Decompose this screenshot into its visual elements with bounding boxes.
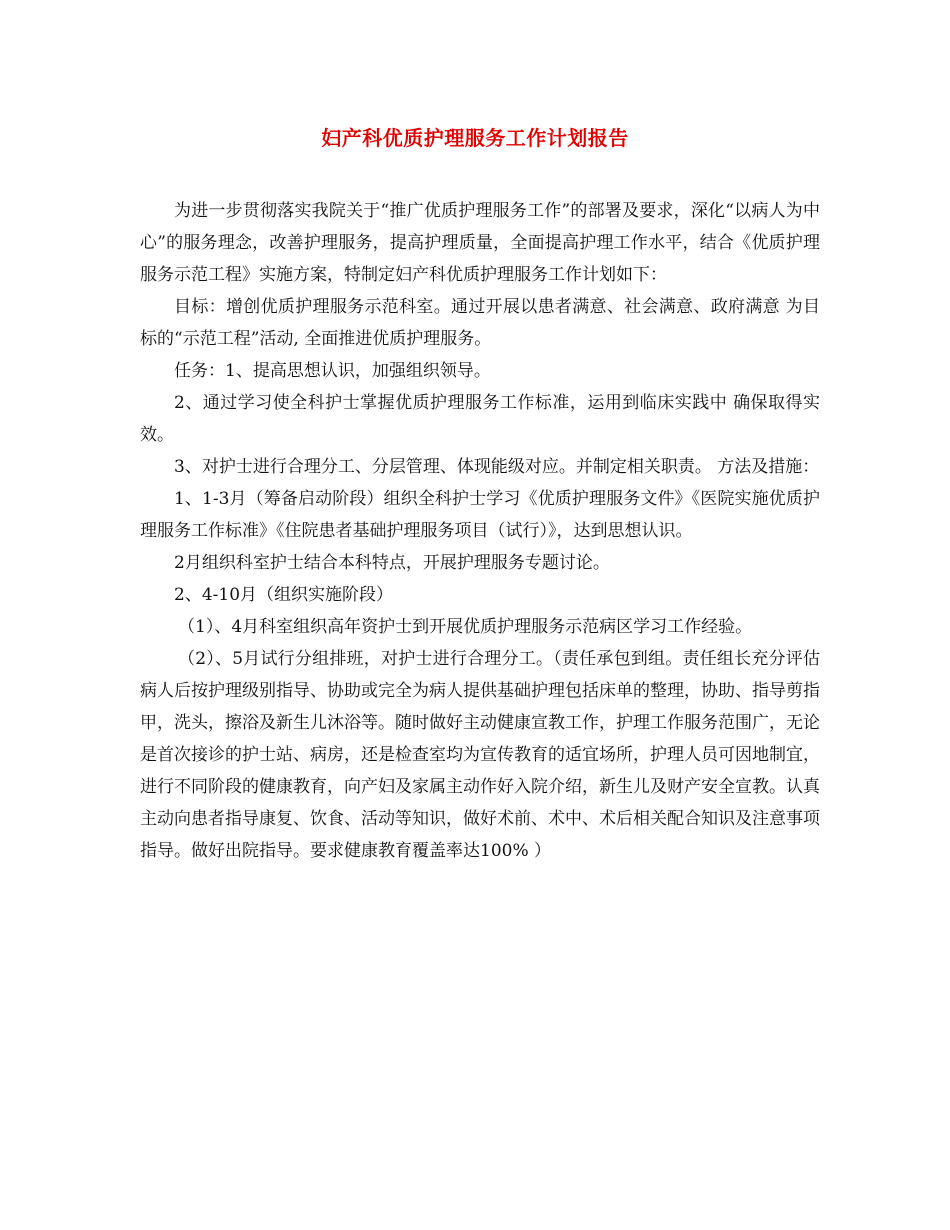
paragraph-task-1: 任务：1、提高思想认识，加强组织领导。 [174, 361, 491, 381]
paragraph-task-3: 3、对护士进行合理分工、分层管理、体现能级对应。并制定相关职责。 方法及措施： [174, 457, 820, 477]
document-body [140, 195, 820, 867]
paragraph-intro: 为进一步贯彻落实我院关于“推广优质护理服务工作”的部署及要求，深化“以病人为中心”的服务理念，改善护理服务，提高护理质量，全面提高护理工作水平，结合《优质护理服务示范工程》实施方案，特制定妇产科优质护理服务工作计划如下： [140, 201, 820, 285]
paragraph-goal: 目标：增创优质护理服务示范科室。通过开展以患者满意、社会满意、政府满意 为目标的“示范工程”活动, 全面推进优质护理服务。 [140, 297, 820, 349]
paragraph-measure-2-1: （1）、4月科室组织高年资护士到开展优质护理服务示范病区学习工作经验。 [178, 617, 753, 637]
document-title: 妇产科优质护理服务工作计划报告 [321, 126, 629, 150]
paragraph-measure-2-2: （2）、5月试行分组排班，对护士进行合理分工。（责任承包到组。责任组长充分评估病人后按护理级别指导、协助或完全为病人提供基础护理包括床单的整理，协助、指导剪指甲，洗头，擦浴及新生儿沐浴等。随时做好主动健康宣教工作，护理工作服务范围广，无论是首次接诊的护士站、病房，还是检查室均为宣传教育的适宜场所，护理人员可因地制宜，进行不同阶段的健康教育，向产妇及家属主动作好入院介绍，新生儿及财产安全宣教。认真主动向患者指导康复、饮食、活动等知识，做好术前、术中、术后相关配合知识及注意事项指导。做好出院指导。要求健康教育覆盖率达100% ） [140, 649, 820, 861]
paragraph-measure-1: 1、1-3月（筹备启动阶段）组织全科护士学习《优质护理服务文件》《医院实施优质护理服务工作标准》《住院患者基础护理服务项目（试行）》，达到思想认识。 [140, 489, 820, 541]
paragraph-measure-2: 2、4-10月（组织实施阶段） [174, 585, 394, 605]
paragraph-measure-feb: 2月组织科室护士结合本科特点，开展护理服务专题讨论。 [174, 553, 610, 573]
paragraph-task-2: 2、通过学习使全科护士掌握优质护理服务工作标准，运用到临床实践中 确保取得实效。 [140, 393, 820, 445]
